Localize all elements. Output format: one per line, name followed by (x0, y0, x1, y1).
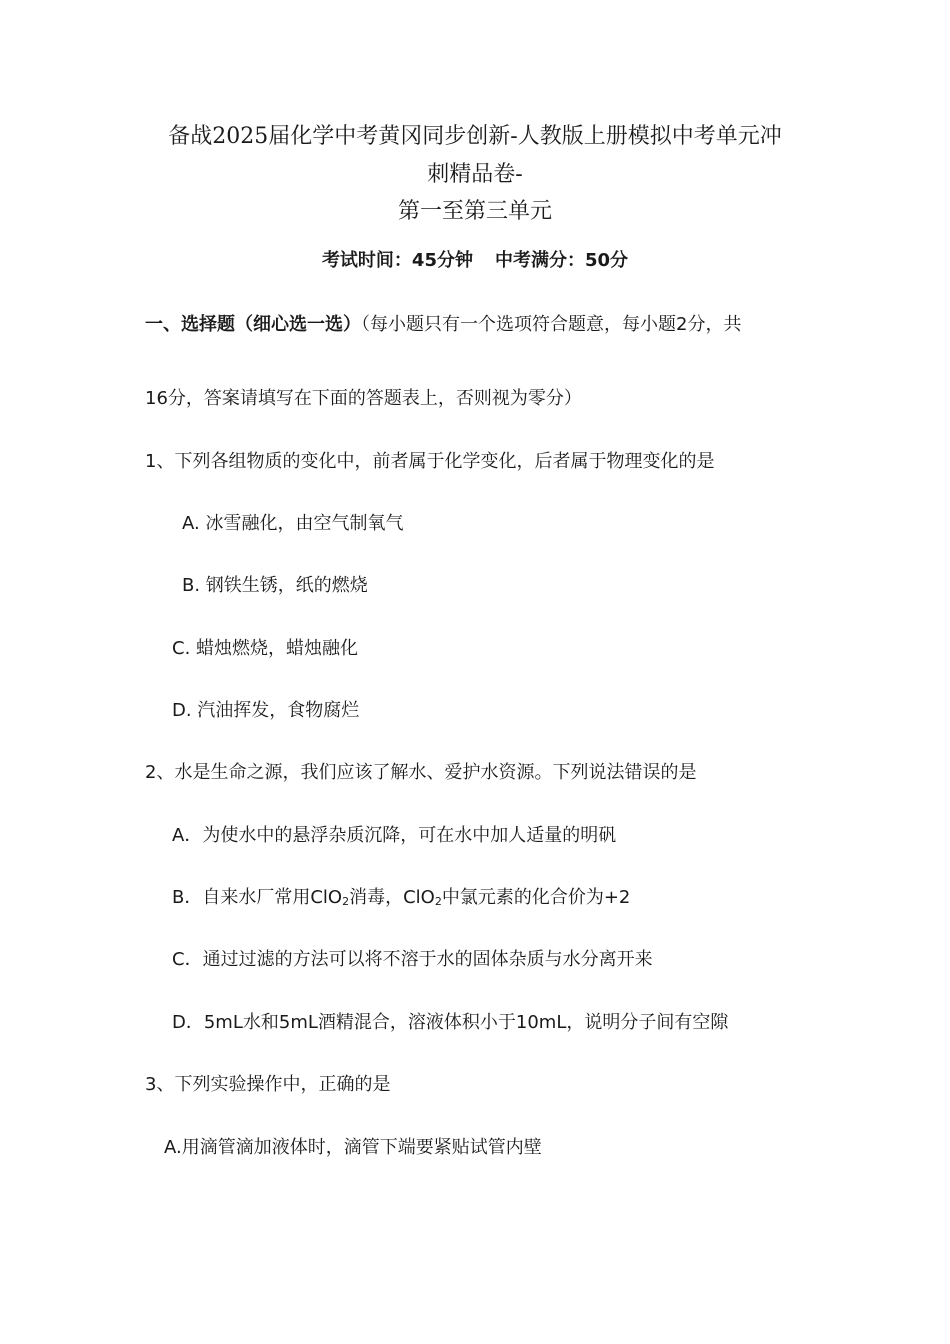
question-3-stem: 3、下列实验操作中，正确的是 (145, 1074, 391, 1095)
section-1-heading: 一、选择题（细心选一选） (145, 314, 361, 335)
question-2-option-a: A．为使水中的悬浮杂质沉降，可在水中加人适量的明矾 (172, 825, 617, 846)
exam-time: 考试时间：45分钟 (321, 250, 473, 271)
question-2-option-b-middle: 消毒，ClO (349, 887, 435, 908)
question-1-option-b: B. 钢铁生锈，纸的燃烧 (182, 575, 368, 596)
subscript-2: 2 (342, 895, 350, 908)
document-title-line-3: 第一至第三单元 (397, 199, 552, 224)
section-1-instruction: （每小题只有一个选项符合题意，每小题2分，共 (361, 314, 742, 335)
question-2-option-b-prefix: B．自来水厂常用ClO (172, 887, 343, 908)
question-1-option-a: A. 冰雪融化，由空气制氧气 (182, 513, 404, 534)
question-2-option-b (172, 886, 630, 910)
document-title-line-2: 刺精品卷- (427, 162, 523, 187)
question-2-option-d: D．5mL水和5mL酒精混合，溶液体积小于10mL，说明分子间有空隙 (172, 1012, 729, 1033)
subscript-2: 2 (434, 895, 442, 908)
question-2-option-b-suffix: 中氯元素的化合价为+2 (441, 887, 631, 908)
exam-info (0, 249, 950, 273)
exam-full-score: 中考满分：50分 (495, 250, 629, 271)
question-1-stem: 1、下列各组物质的变化中，前者属于化学变化，后者属于物理变化的是 (145, 451, 715, 472)
question-2-option-c: C．通过过滤的方法可以将不溶于水的固体杂质与水分离开来 (172, 949, 653, 970)
document-title-line-1: 备战2025届化学中考黄冈同步创新-人教版上册模拟中考单元冲 (168, 124, 782, 149)
section-1-instruction-continued: 16分，答案请填写在下面的答题表上，否则视为零分） (145, 388, 582, 409)
question-1-option-c: C. 蜡烛燃烧，蜡烛融化 (172, 638, 359, 659)
question-1-option-d: D. 汽油挥发，食物腐烂 (172, 700, 360, 721)
section-1-heading-line (145, 313, 741, 337)
question-3-option-a: A.用滴管滴加液体时，滴管下端要紧贴试管内壁 (164, 1137, 542, 1158)
question-2-stem: 2、水是生命之源，我们应该了解水、爱护水资源。下列说法错误的是 (145, 762, 697, 783)
